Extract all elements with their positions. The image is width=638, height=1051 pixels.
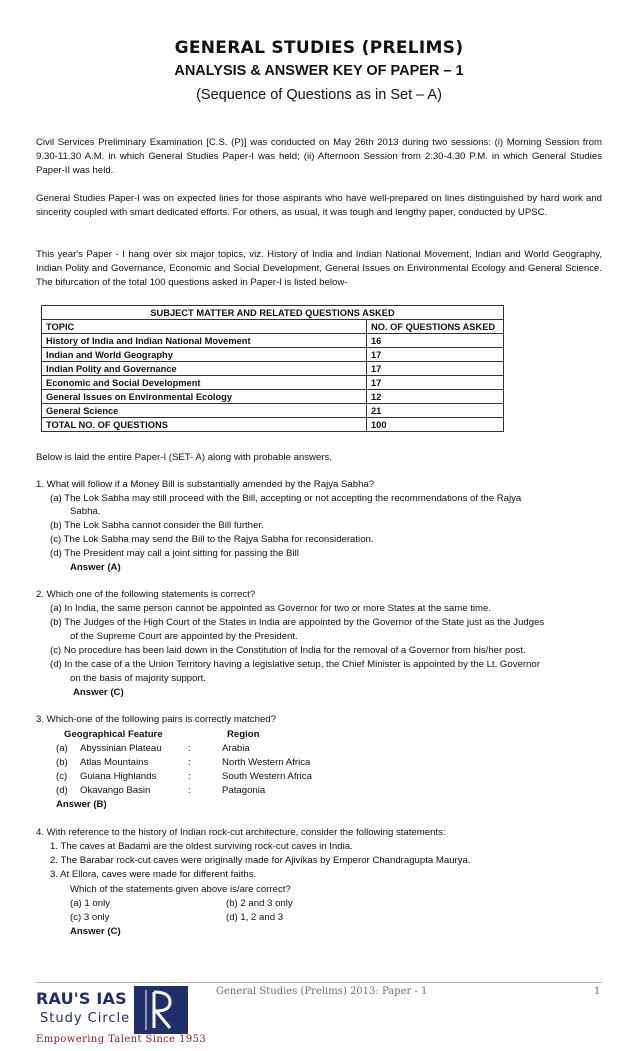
table-row [42, 348, 504, 362]
q4-option-b: (b) 2 and 3 only [226, 898, 293, 909]
q3-separator: : [188, 743, 191, 754]
q4-option-c: (c) 3 only [70, 912, 110, 923]
intro-paragraph-3: This year's Paper - I hang over six major topics, viz. History of India and Indian National Movement, Indian and World Geography, Indian Polity and Governance, Economic and Social Development, General Issues on Environmental Ecology and General Science. The bifurcation of the total 100 questions asked in Paper-I is listed below- [36, 249, 602, 288]
below-text: Below is laid the entire Paper-I (SET- A) along with probable answers. [36, 452, 332, 463]
column-header-count: NO. OF QUESTIONS ASKED [367, 320, 504, 334]
q3-separator: : [188, 785, 191, 796]
q2-option-a: (a) In India, the same person cannot be appointed as Governor for two or more States at the same time. [50, 603, 492, 614]
page-title: GENERAL STUDIES (PRELIMS) [174, 38, 464, 58]
sequence-note: (Sequence of Questions as in Set – A) [196, 87, 442, 103]
table-total-row [42, 418, 504, 432]
q4-option-a: (a) 1 only [70, 898, 110, 909]
topic-table [41, 305, 504, 432]
logo-name: RAU'S IAS [36, 989, 127, 1008]
q3-feature: Abyssinian Plateau [80, 743, 162, 754]
q3-feature: Okavango Basin [80, 785, 151, 796]
topic-cell: Indian and World Geography [42, 348, 367, 362]
q3-row-label: (d) [56, 785, 68, 796]
q3-feature: Atlas Mountains [80, 757, 149, 768]
question-2: 2. Which one of the following statements is correct? [36, 589, 256, 600]
topic-cell: Indian Polity and Governance [42, 362, 367, 376]
q1-option-a-cont: Sabha. [70, 506, 101, 517]
count-cell: 17 [367, 362, 504, 376]
q3-row-label: (c) [56, 771, 68, 782]
q1-option-c: (c) The Lok Sabha may send the Bill to the Rajya Sabha for reconsideration. [50, 534, 374, 545]
q1-answer: Answer (A) [70, 562, 121, 573]
q4-statement-3: 3. At Ellora, caves were made for different faiths. [50, 869, 257, 880]
count-cell: 12 [367, 390, 504, 404]
table-row [42, 362, 504, 376]
footer-running-title: General Studies (Prelims) 2013: Paper - 1 [216, 986, 428, 997]
q3-header-region: Region [227, 729, 260, 740]
table-caption-row [42, 306, 504, 320]
q1-option-b: (b) The Lok Sabha cannot consider the Bill further. [50, 520, 264, 531]
q3-region: North Western Africa [222, 757, 311, 768]
page-subtitle: ANALYSIS & ANSWER KEY OF PAPER – 1 [174, 63, 464, 79]
table-row [42, 390, 504, 404]
q3-region: Patagonia [222, 785, 266, 796]
table-row [42, 404, 504, 418]
q1-option-d: (d) The President may call a joint sitting for passing the Bill [50, 548, 299, 559]
topic-cell: General Issues on Environmental Ecology [42, 390, 367, 404]
q4-statement-1: 1. The caves at Badami are the oldest surviving rock-cut caves in India. [50, 841, 353, 852]
q3-feature: Guiana Highlands [80, 771, 157, 782]
intro-paragraph-1: Civil Services Preliminary Examination [C.S. (P)] was conducted on May 26th 2013 during two sessions: (i) Morning Session from 9.30-11.30 A.M. in which General Studies Paper-I was held; (ii) Afternoon Session from 2.30-4.30 P.M. in which General Studies Paper-II was held. [36, 137, 602, 176]
q4-option-d: (d) 1, 2 and 3 [226, 912, 284, 923]
question-1: 1. What will follow if a Money Bill is substantially amended by the Rajya Sabha? [36, 479, 375, 490]
column-header-topic: TOPIC [42, 320, 367, 334]
topic-cell: General Science [42, 404, 367, 418]
total-value: 100 [367, 418, 504, 432]
q4-statement-2: 2. The Barabar rock-cut caves were originally made for Ajivikas by Emperor Chandragupta Maurya. [50, 855, 471, 866]
q3-region: Arabia [222, 743, 250, 754]
q1-option-a: (a) The Lok Sabha may still proceed with the Bill, accepting or not accepting the recommendations of the Rajya [50, 493, 522, 504]
q4-answer: Answer (C) [70, 926, 121, 937]
q3-separator: : [188, 757, 191, 768]
table-row [42, 376, 504, 390]
intro-paragraph-2: General Studies Paper-I was on expected lines for those aspirants who have well-prepared on lines distinguished by hard work and sincerity coupled with smart dedicated efforts. For others, as usual, it was tough and lengthy paper, conducted by UPSC. [36, 193, 602, 218]
table-header-row [42, 320, 504, 334]
question-3: 3. Which-one of the following pairs is correctly matched? [36, 714, 276, 725]
count-cell: 16 [367, 334, 504, 348]
topic-cell: Economic and Social Development [42, 376, 367, 390]
q3-answer: Answer (B) [56, 799, 107, 810]
logo-emblem-icon [134, 986, 188, 1034]
logo-tagline: Empowering Talent Since 1953 [36, 1034, 207, 1045]
q2-option-d: (d) In the case of a the Union Territory having a legislative setup, the Chief Minister is appointed by the Lt. Governor [50, 659, 540, 670]
count-cell: 21 [367, 404, 504, 418]
q2-option-d-cont: on the basis of majority support. [70, 673, 206, 684]
topic-cell: History of India and Indian National Movement [42, 334, 367, 348]
table-row [42, 334, 504, 348]
count-cell: 17 [367, 348, 504, 362]
page-number: 1 [594, 986, 601, 997]
q3-separator: : [188, 771, 191, 782]
table-caption: SUBJECT MATTER AND RELATED QUESTIONS ASKED [42, 306, 504, 320]
logo-subtitle: Study Circle [40, 1011, 131, 1026]
q2-option-b: (b) The Judges of the High Court of the States in India are appointed by the Governor of the State just as the Judges [50, 617, 545, 628]
q3-region: South Western Africa [222, 771, 312, 782]
question-4: 4. With reference to the history of Indian rock-cut architecture, consider the following statements: [36, 827, 446, 838]
q2-answer: Answer (C) [73, 687, 124, 698]
q3-row-label: (a) [56, 743, 68, 754]
q3-row-label: (b) [56, 757, 68, 768]
count-cell: 17 [367, 376, 504, 390]
total-label: TOTAL NO. OF QUESTIONS [42, 418, 367, 432]
q3-header-feature: Geographical Feature [64, 729, 163, 740]
q2-option-c: (c) No procedure has been laid down in the Constitution of India for the removal of a Governor from his/her post. [50, 645, 526, 656]
q4-prompt: Which of the statements given above is/are correct? [70, 884, 291, 895]
footer-divider [36, 982, 602, 983]
q2-option-b-cont: of the Supreme Court are appointed by the President. [70, 631, 298, 642]
